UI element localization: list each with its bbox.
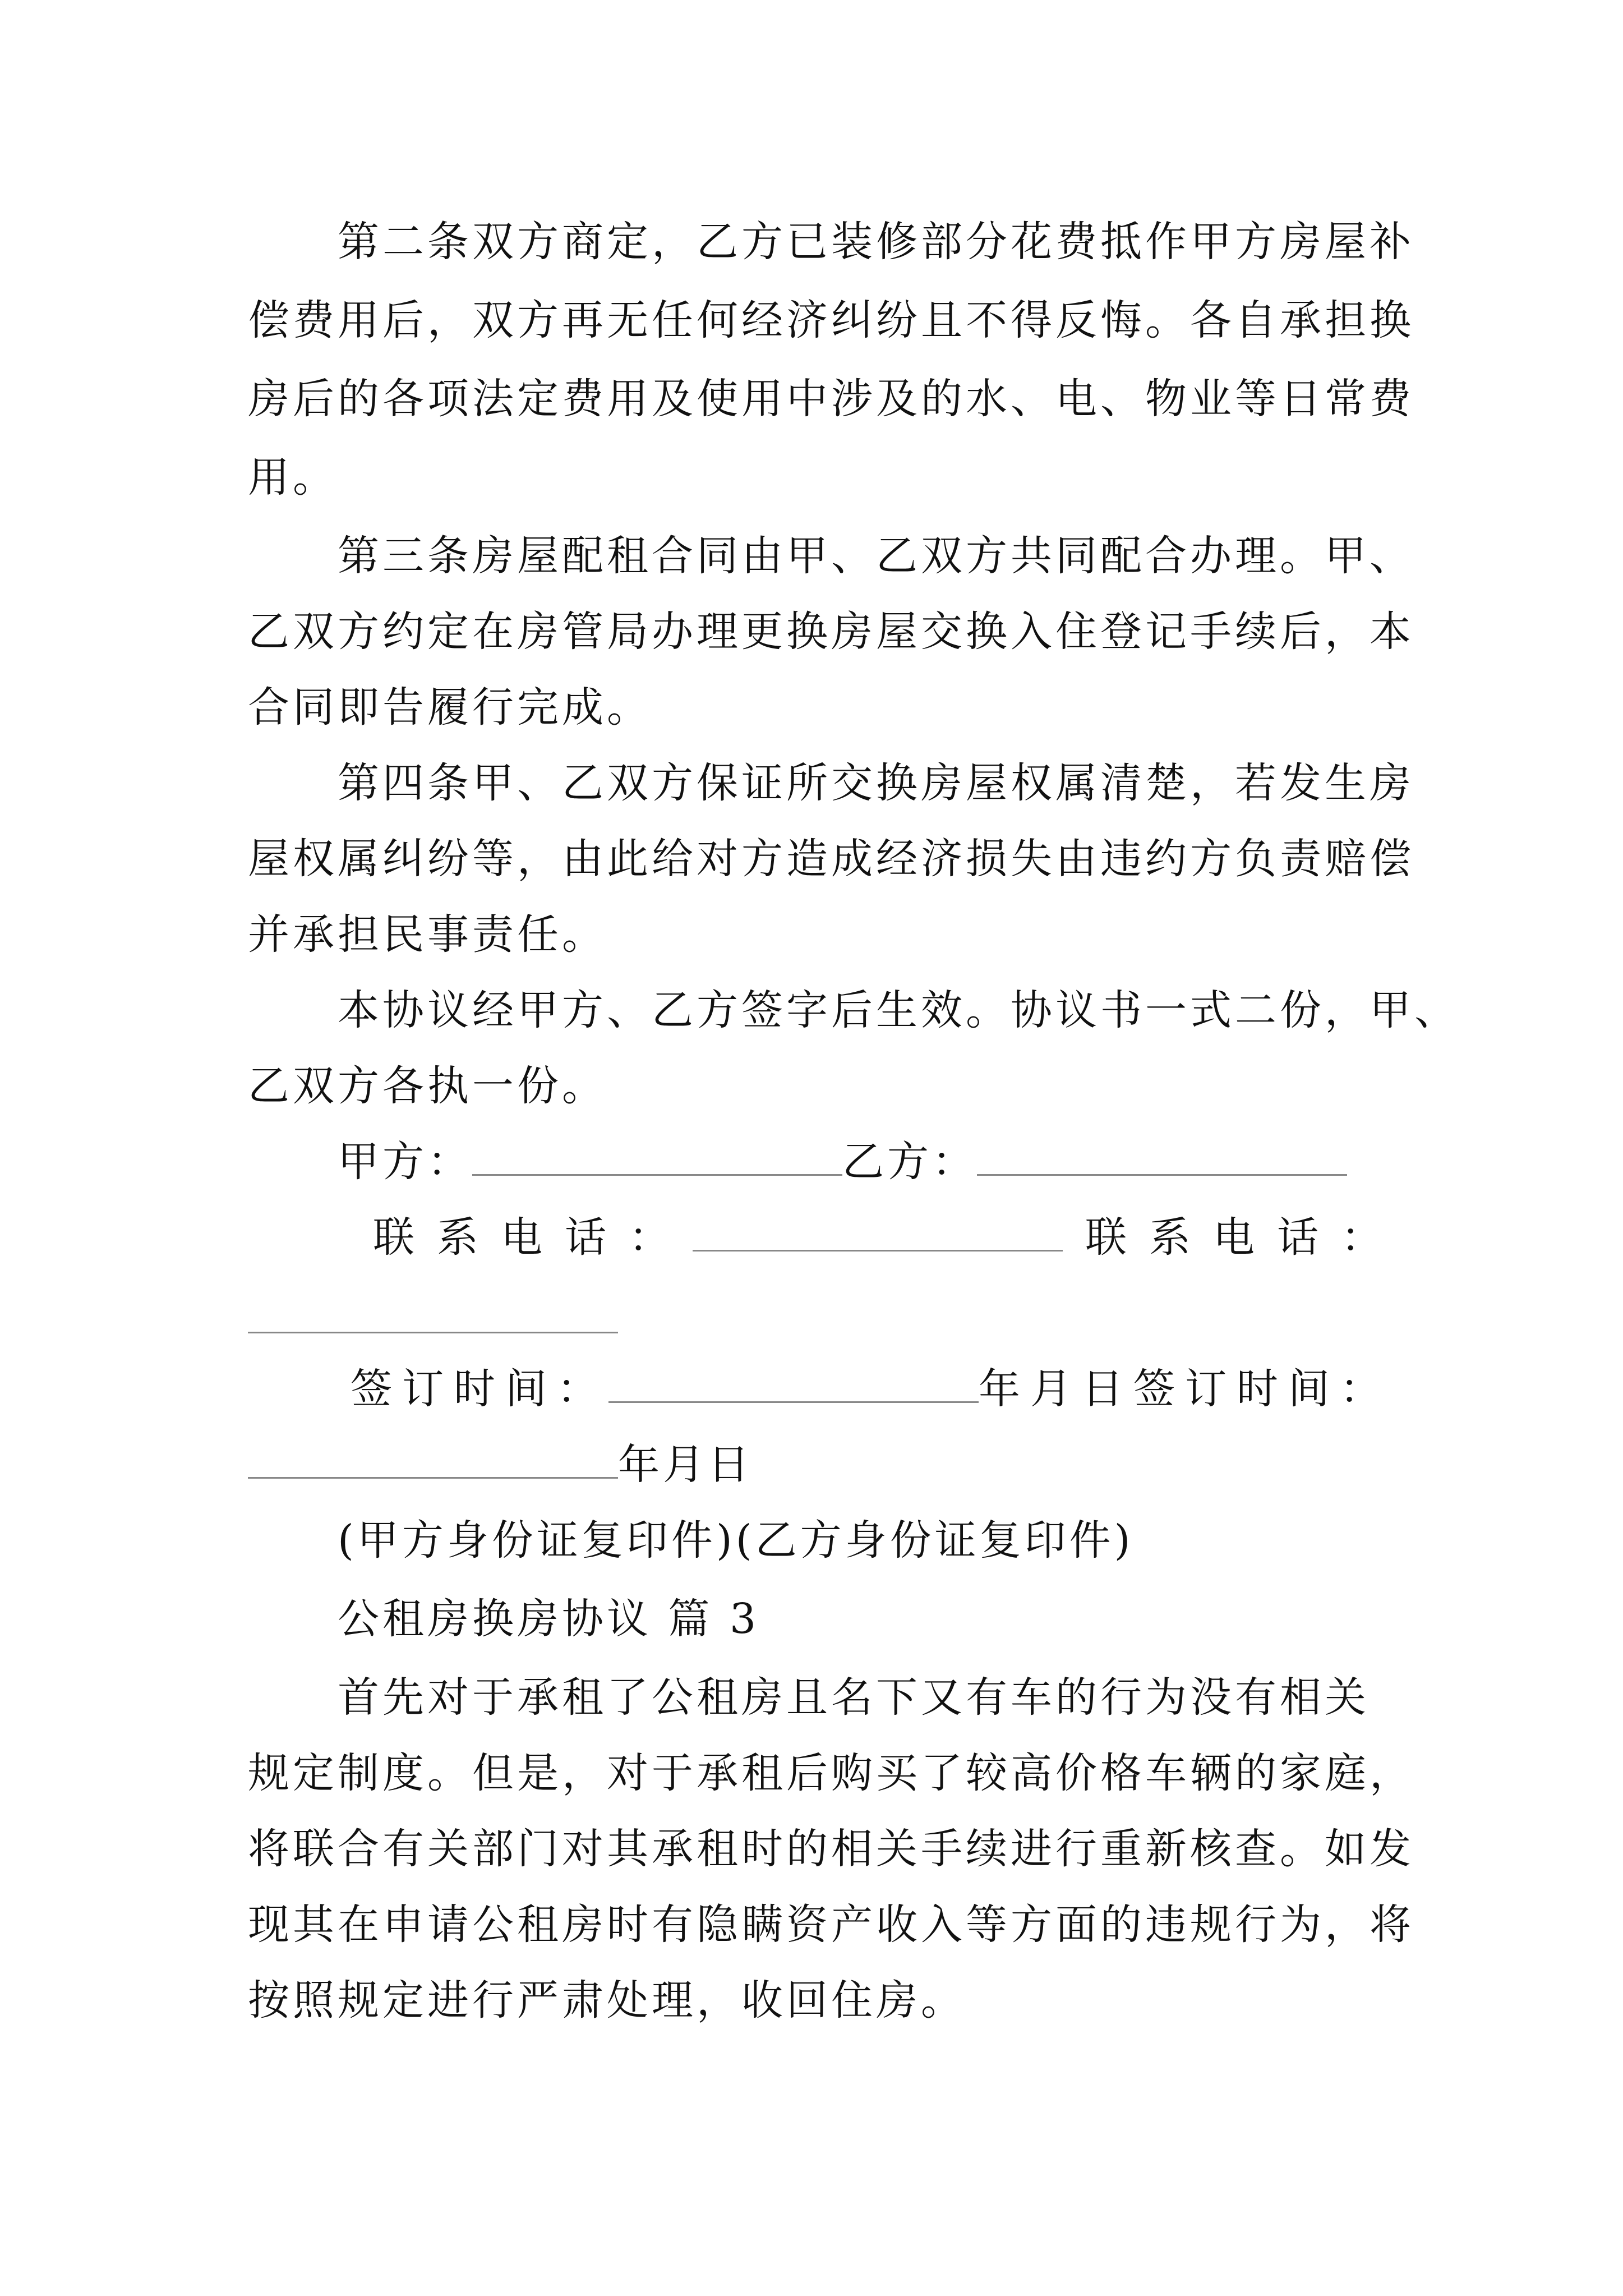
date-suffix-b: 年月日 — [618, 1441, 753, 1489]
paragraph-line: 第二条双方商定，乙方已装修部分花费抵作甲方房屋补 — [338, 218, 1414, 266]
signature-party-line — [338, 1134, 1482, 1190]
paragraph-line: 现其在申请公租房时有隐瞒资产收入等方面的违规行为，将 — [248, 1901, 1414, 1949]
sign-date-a-blank — [608, 1368, 979, 1403]
section-heading: 公租房换房协议 篇 3 — [338, 1595, 760, 1643]
paragraph-line: 按照规定进行严肃处理，收回住房。 — [248, 1976, 966, 2024]
phone-label-b: 联系电话： — [1085, 1213, 1405, 1262]
party-b-blank — [977, 1140, 1347, 1176]
id-copies-line: (甲方身份证复印件)(乙方身份证复印件) — [338, 1516, 1134, 1565]
sign-time-label-b: 签订时间： — [1133, 1365, 1391, 1413]
paragraph-line: 乙双方约定在房管局办理更换房屋交换入住登记手续后，本 — [248, 608, 1414, 656]
paragraph-line: 第四条甲、乙双方保证所交换房屋权属清楚，若发生房 — [338, 759, 1414, 807]
paragraph-line: 规定制度。但是，对于承租后购买了较高价格车辆的家庭， — [248, 1749, 1414, 1797]
paragraph-line: 并承担民事责任。 — [248, 910, 607, 959]
paragraph-line: 将联合有关部门对其承租时的相关手续进行重新核查。如发 — [248, 1825, 1414, 1873]
paragraph-line: 偿费用后，双方再无任何经济纠纷且不得反悔。各自承担换 — [248, 296, 1414, 344]
sign-time-label-a: 签订时间： — [351, 1365, 608, 1413]
party-a-label: 甲方： — [338, 1138, 472, 1186]
sign-date-b-blank — [248, 1443, 618, 1479]
phone-label-a: 联系电话： — [373, 1213, 693, 1262]
paragraph-line: 合同即告履行完成。 — [248, 683, 652, 731]
paragraph-line: 用。 — [248, 453, 338, 501]
signature-date-line — [351, 1361, 1495, 1417]
phone-b-blank — [248, 1332, 618, 1333]
paragraph-line: 乙双方各执一份。 — [248, 1062, 607, 1110]
party-a-blank — [472, 1140, 842, 1176]
signature-phone-line — [373, 1209, 1517, 1266]
paragraph-line: 本协议经甲方、乙方签字后生效。协议书一式二份，甲、 — [338, 986, 1459, 1034]
signature-date-line-2 — [248, 1437, 1392, 1493]
paragraph-line: 屋权属纠纷等，由此给对方造成经济损失由违约方负责赔偿 — [248, 835, 1414, 883]
date-suffix-a: 年月日 — [979, 1365, 1133, 1413]
phone-a-blank — [693, 1216, 1063, 1251]
paragraph-line: 房后的各项法定费用及使用中涉及的水、电、物业等日常费 — [248, 375, 1414, 423]
party-b-label: 乙方： — [842, 1138, 977, 1186]
paragraph-line: 首先对于承租了公租房且名下又有车的行为没有相关 — [338, 1673, 1370, 1722]
paragraph-line: 第三条房屋配租合同由甲、乙双方共同配合办理。甲、 — [338, 532, 1414, 580]
